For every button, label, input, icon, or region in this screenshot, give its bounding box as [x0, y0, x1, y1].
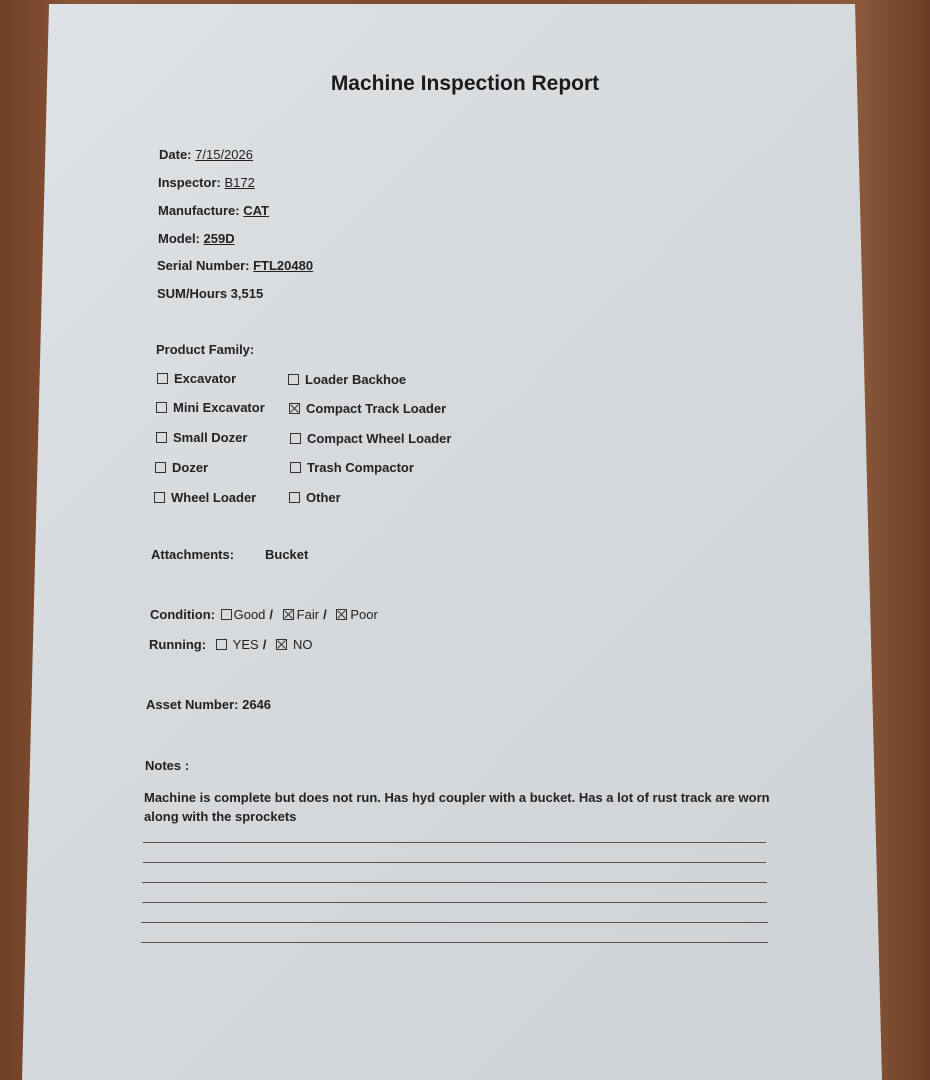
checkbox-icon: [289, 492, 300, 503]
checkbox-icon: [221, 609, 232, 620]
running-label: Running:: [149, 637, 207, 652]
model-field: [158, 231, 235, 246]
note-line: [143, 862, 766, 863]
model-label: Model:: [158, 231, 200, 246]
manufacture-label: Manufacture:: [158, 203, 240, 218]
checkbox-icon: [155, 462, 166, 473]
notes-text: Machine is complete but does not run. Has hyd coupler with a bucket. Has a lot of rust track are worn along with the sprockets: [144, 790, 770, 824]
product-family-label: Product Family:: [156, 342, 255, 357]
option-excavator[interactable]: [157, 371, 236, 386]
checkbox-icon: [290, 433, 301, 444]
inspector-value: B172: [224, 175, 255, 190]
note-line: [142, 882, 767, 883]
inspector-field: [158, 175, 255, 190]
checked-box-icon: [289, 403, 300, 414]
paper-sheet: [22, 4, 882, 1080]
checkbox-icon: [216, 639, 227, 650]
checkbox-icon: [156, 402, 167, 413]
note-line: [143, 842, 766, 843]
checkbox-icon: [154, 492, 165, 503]
option-loader-backhoe[interactable]: [288, 372, 406, 387]
condition-row: Condition: Good / Fair / Poor: [150, 607, 382, 622]
option-label: Small Dozer: [173, 430, 248, 445]
checked-box-icon: [276, 639, 287, 650]
serial-label: Serial Number:: [157, 258, 250, 273]
date-value: 7/15/2026: [195, 147, 253, 162]
manufacture-field: [158, 203, 269, 218]
checked-box-icon: [336, 609, 347, 620]
condition-poor[interactable]: Poor: [336, 607, 381, 622]
checkbox-icon: [288, 374, 299, 385]
report-title: Machine Inspection Report: [330, 72, 600, 95]
option-dozer[interactable]: [155, 460, 208, 475]
notes-label: Notes :: [145, 758, 190, 773]
option-trash-compactor[interactable]: [290, 460, 414, 475]
running-yes[interactable]: YES: [216, 637, 263, 652]
attachments-value: Bucket: [265, 547, 309, 562]
hours-field: SUM/Hours 3,515: [157, 286, 264, 301]
option-small-dozer[interactable]: [156, 430, 247, 445]
checkbox-icon: [290, 462, 301, 473]
asset-value: 2646: [242, 697, 272, 712]
condition-good[interactable]: Good: [219, 607, 270, 622]
date-field: [159, 147, 253, 162]
serial-field: [157, 258, 313, 273]
option-label: Dozer: [172, 460, 209, 475]
note-line: [141, 942, 768, 943]
option-compact-wheel-loader[interactable]: [290, 431, 451, 446]
condition-label: Condition:: [150, 607, 215, 622]
option-wheel-loader[interactable]: [154, 490, 256, 505]
checked-box-icon: [283, 609, 294, 620]
option-label: Compact Wheel Loader: [307, 431, 452, 446]
checkbox-icon: [156, 432, 167, 443]
running-no[interactable]: NO: [276, 637, 317, 652]
manufacture-value: CAT: [243, 203, 270, 218]
model-value: 259D: [203, 231, 235, 246]
note-line: [142, 902, 767, 903]
option-label: Loader Backhoe: [305, 372, 407, 387]
condition-fair[interactable]: Fair: [283, 607, 323, 622]
checkbox-icon: [157, 373, 168, 384]
option-label: Trash Compactor: [307, 460, 414, 475]
date-label: Date:: [159, 147, 192, 162]
inspector-label: Inspector:: [158, 175, 221, 190]
option-compact-track-loader[interactable]: [289, 401, 446, 416]
option-label: Compact Track Loader: [306, 401, 447, 416]
running-row: Running: YES / NO: [149, 637, 316, 652]
option-label: Wheel Loader: [171, 490, 257, 505]
option-mini-excavator[interactable]: [156, 400, 265, 415]
option-label: Excavator: [174, 371, 237, 386]
serial-value: FTL20480: [253, 258, 314, 273]
note-line: [141, 922, 768, 923]
option-other[interactable]: [289, 490, 341, 505]
option-label: Mini Excavator: [173, 400, 265, 415]
attachments-label: Attachments:: [151, 547, 235, 562]
option-label: Other: [306, 490, 341, 505]
asset-field: [146, 697, 271, 712]
asset-label: Asset Number:: [146, 697, 239, 712]
